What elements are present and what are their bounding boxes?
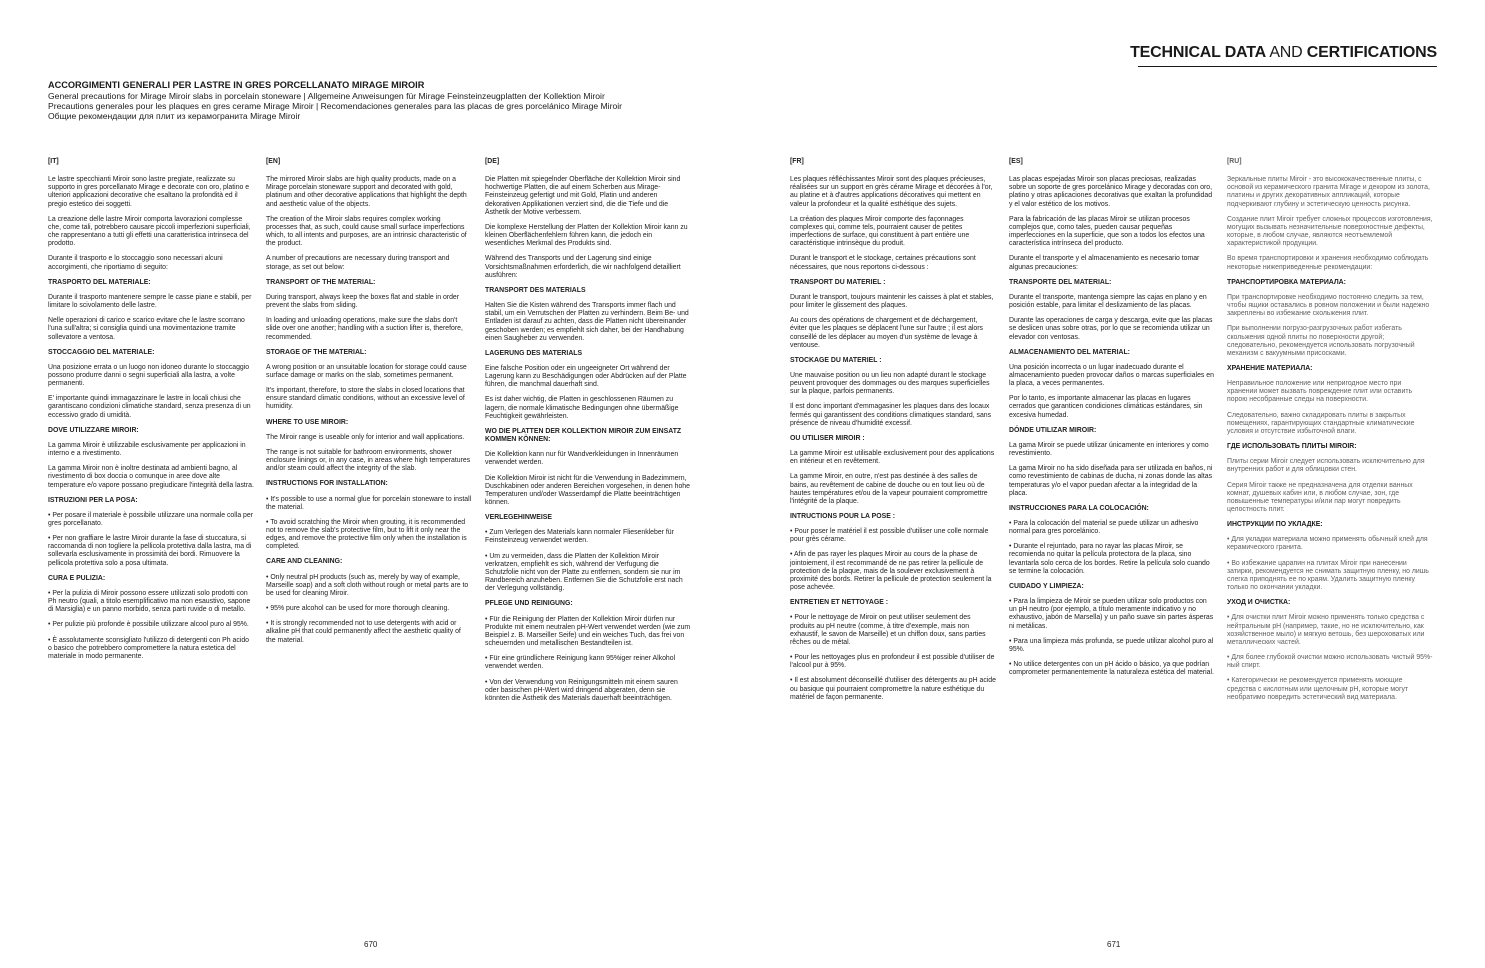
paragraph: Die Kollektion Miroir ist nicht für die Verwendung in Badezimmern, Duschkabinen oder anderen Bereichen vorgesehen, in denen hohe Temperaturen und/oder Wasserdampf die Platte beeinträchtigen können. (485, 474, 690, 506)
section-heading: INTRUCTIONS POUR LA POSE : (790, 513, 896, 520)
paragraph: In loading and unloading operations, make sure the slabs don't slide over one another; handling with a suction lifter is, therefore, recommended. (266, 317, 463, 341)
paragraph: Создание плит Miroir требует сложных процессов изготовления, могущих вызывать незначительные поверхностные дефекты, которые, в любом случае, являются неотъемлемой характеристикой продукции. (1227, 215, 1433, 248)
paragraph: При транспортировке необходимо постоянно следить за тем, чтобы ящики оставались в ровном положении и были надежно закреплены во избежание скольжения плит. (1227, 293, 1430, 318)
column-it (48, 158, 254, 668)
section-heading: TRANSPORT DES MATERIALS (485, 286, 586, 294)
paragraph: • Per posare il materiale è possibile utilizzare una normale colla per gres porcellanato. (48, 511, 254, 527)
section-heading: ALMACENAMIENTO DEL MATERIAL: (1009, 348, 1130, 356)
paragraph: • No utilice detergentes con un pH ácido o básico, ya que podrían comprometer permanentemente la naturaleza estética del material. (1009, 661, 1214, 677)
header-main: ACCORGIMENTI GENERALI PER LASTRE IN GRES PORCELLANATO MIRAGE MIROIR (48, 80, 425, 90)
paragraph: • Für eine gründlichere Reinigung kann 95%iger reiner Alkohol verwendet werden. (485, 655, 676, 671)
column-en (266, 158, 472, 652)
header-sub-1: General precautions for Mirage Miroir slabs in porcelain stoneware | Allgemeine Anweisungen für Mirage Feinsteinzeugplatten der Kollektion Miroir (48, 91, 605, 101)
paragraph: • Pour le nettoyage de Miroir on peut utiliser seulement des produits au pH neutre (comme, à titre d'exemple, mais non exhaustif, le savon de Marseille) et un chiffon doux, sans parties rêches ou de métal. (790, 614, 986, 646)
column-fr (790, 158, 996, 709)
section-heading: STOCCAGGIO DEL MATERIALE: (48, 348, 155, 356)
paragraph: Les plaques réfléchissantes Miroir sont des plaques précieuses, réalisées sur un support en grès cérame Mirage et décorées à l'or, au platine et à d'autres applications décoratives qui mettent en valeur la profondeur et la qualité esthétique des sujets. (790, 176, 993, 208)
paragraph: • Um zu vermeiden, dass die Platten der Kollektion Miroir verkratzen, empfiehlt es sich, während der Verfugung die Schutzfolie nicht von der Platte zu entfernen, sondern sie nur im Randbereich anzuheben. Entfernen Sie die Schutzfolie erst nach der Verlegung vollständig. (485, 552, 683, 593)
section-heading: WO DIE PLATTEN DER KOLLEKTION MIROIR ZUM EINSATZ KOMMEN KÖNNEN: (485, 427, 682, 444)
paragraph: A number of precautions are necessary during transport and storage, as set out below: (266, 255, 450, 271)
paragraph: • To avoid scratching the Miroir when grouting, it is recommended not to remove the slab's protective film, but to lift it only near the edges, and remove the protective film only when the installation is completed. (266, 518, 467, 551)
paragraph: Во время транспортировки и хранения необходимо соблюдать некоторые нижеприведенные рекомендации: (1227, 255, 1429, 271)
paragraph: Nelle operazioni di carico e scarico evitare che le lastre scorrano l'una sull'altra; si consiglia quindi una movimentazione tramite sollevatore a ventosa. (48, 317, 245, 341)
header-sub-2: Precautions generales pour les plaques en gres cerame Mirage Miroir | Recomendaciones generales para las placas de gres porcelánico Mirage Miroir (48, 101, 623, 112)
paragraph: Durante il trasporto e lo stoccaggio sono necessari alcuni accorgimenti, che riportiamo di seguito: (48, 255, 223, 271)
header-sub-3: Общие рекомендации для плит из керамогранита Mirage Miroir (48, 111, 301, 122)
paragraph: La gamma Miroir non è inoltre destinata ad ambienti bagno, al rivestimento di box doccia o comunque in aree dove alte temperature e/o vapore possano pregiudicare l'integrità della lastra. (48, 465, 254, 489)
paragraph: Durante il trasporto mantenere sempre le casse piane e stabili, per limitare lo scivolamento delle lastre. (48, 293, 252, 310)
section-heading: ХРАНЕНИЕ МАТЕРИАЛА: (1227, 364, 1313, 372)
paragraph: • 95% pure alcohol can be used for more thorough cleaning. (266, 605, 450, 613)
paragraph: • Para la limpieza de Miroir se pueden utilizar solo productos con un pH neutro (por ejemplo, a título meramente indicativo y no exhaustivo, jabón de Marsella) y un paño suave sin partes ásperas ni metálicas. (1009, 598, 1214, 630)
paragraph: Durante el transporte y el almacenamiento es necesario tomar algunas precauciones: (1009, 255, 1200, 271)
paragraph: • Pour les nettoyages plus en profondeur il est possible d'utiliser de l'alcool pur à 95%. (790, 654, 995, 670)
section-heading: TRANSPORT DU MATERIEL : (790, 278, 886, 286)
section-heading: TRASPORTO DEL MATERIALE: (48, 278, 151, 286)
paragraph: Eine falsche Position oder ein ungeeigneter Ort während der Lagerung kann zu Beschädigungen oder Abdrücken auf der Platte führen, die manchmal dauerhaft sind. (485, 364, 687, 389)
column-es (1009, 158, 1215, 684)
paragraph: A wrong position or an unsuitable location for storage could cause surface damage or marks on the slab, sometimes permanent. (266, 363, 467, 379)
paragraph: The mirrored Miroir slabs are high quality products, made on a Mirage porcelain stoneware support and decorated with gold, platinum and other decorative applications that highlight the depth and aesthetic value of the objects. (266, 176, 467, 208)
spread-title-part3: CERTIFICATIONS (1306, 44, 1437, 61)
paragraph: Durante el transporte, mantenga siempre las cajas en plano y en posición estable, para limitar el deslizamiento de las placas. (1009, 293, 1207, 310)
paragraph: Серия Miroir также не предназначена для отделки ванных комнат, душевых кабин или, в любом случае, зон, где повышенные температуры и/или пар могут повредить целостность плит. (1227, 481, 1413, 513)
spread-title-part2: AND (1269, 44, 1303, 61)
language-code: [IT] (48, 158, 59, 165)
paragraph: • Zum Verlegen des Materials kann normaler Fliesenkleber für Feinsteinzeug verwendet werden. (485, 529, 674, 545)
paragraph: The Miroir range is useable only for interior and wall applications. (266, 433, 465, 441)
paragraph: Las placas espejadas Miroir son placas preciosas, realizadas sobre un soporte de gres porcelánico Mirage y decoradas con oro, platino y otras aplicaciones decorativas que exaltan la profundidad y el valor estético de los motivos. (1009, 176, 1213, 208)
paragraph: Die Kollektion kann nur für Wandverkleidungen in Innenräumen verwendet werden. (485, 451, 679, 467)
paragraph: The range is not suitable for bathroom environments, shower enclosure linings or, in any case, in areas where high temperatures and/or steam could affect the integrity of the slab. (266, 448, 471, 473)
paragraph: • Per la pulizia di Miroir possono essere utilizzati solo prodotti con Ph neutro (quali, a titolo esemplificativo ma non esaustivo, sapone di Marsiglia) e un panno morbido, senza parti ruvide o di metallo. (48, 589, 251, 614)
section-heading: VERLEGEHINWEISE (485, 514, 553, 522)
language-code: [FR] (790, 158, 804, 165)
section-heading: TRANSPORTE DEL MATERIAL: (1009, 278, 1112, 286)
paragraph: La gama Miroir no ha sido diseñada para ser utilizada en baños, ni como revestimiento de cabinas de ducha, ni zonas donde las altas temperaturas y/o el vapor puedan afectar a la integridad de la placa. (1009, 465, 1213, 497)
language-code: [DE] (485, 158, 500, 165)
section-heading: ГДЕ ИСПОЛЬЗОВАТЬ ПЛИТЫ MIROIR: (1227, 443, 1357, 451)
spread-title-part1: TECHNICAL DATA (1130, 44, 1266, 61)
paragraph: Por lo tanto, es importante almacenar las placas en lugares cerrados que garanticen condiciones climáticas estándares, sin excesiva humedad. (1009, 395, 1203, 419)
paragraph: • Only neutral pH products (such as, merely by way of example, Marseille soap) and a soft cloth without rough or metal parts are to be used for cleaning Miroir. (266, 573, 469, 597)
language-code: [ES] (1009, 158, 1023, 165)
paragraph: • Категорически не рекомендуется применять моющие средства с кислотным или щелочным pH, которые могут необратимо повредить эстетический вид материала. (1227, 677, 1409, 701)
paragraph: La gamme Miroir est utilisable exclusivement pour des applications en intérieur et en revêtement. (790, 450, 995, 466)
column-ru (1227, 158, 1433, 709)
section-heading: ISTRUZIONI PER LA POSA: (48, 496, 138, 504)
page-number-left: 670 (364, 940, 378, 949)
paragraph: Зеркальные плиты Miroir - это высококачественные плиты, с основой из керамического гранита Mirage и декором из золота, платины и других декоративных аппликаций, которые подчеркивают глубину и эстетическую ценность рисунка. (1227, 176, 1430, 208)
paragraph: Die komplexe Herstellung der Platten der Kollektion Miroir kann zu kleinen Oberflächenfehlern führen kann, die jedoch ein wesentliches Merkmal des Produkts sind. (485, 223, 688, 248)
paragraph: Während des Transports und der Lagerung sind einige Vorsichtsmaßnahmen erforderlich, die wir nachfolgend detailliert ausführen: (485, 255, 681, 279)
title-rule (1138, 66, 1437, 67)
paragraph: • Für die Reinigung der Platten der Kollektion Miroir dürfen nur Produkte mit einem neutralen pH-Wert verwendet werden (wie zum Beispiel z. B. Marseiller Seife) und ein weiches Tuch, das frei von scheuernden und metallischen Bestandteilen ist. (485, 615, 691, 648)
paragraph: Una posizione errata o un luogo non idoneo durante lo stoccaggio possono produrre danni o segni superficiali alla lastra, a volte permanenti. (48, 363, 250, 388)
paragraph: • Pour poser le matériel il est possible d'utiliser une colle normale pour grès cérame. (790, 528, 989, 544)
paragraph: • Per non graffiare le lastre Miroir durante la fase di stuccatura, si raccomanda di non togliere la pellicola protettiva dalla lastra, ma di sollevarla esclusivamente in prossimità dei bordi. Rimuovere la pellicola protettiva solo a posa ultimata. (48, 535, 252, 567)
paragraph: Durante las operaciones de carga y descarga, evite que las placas se deslicen unas sobre otras, por lo que se recomienda utilizar un elevador con ventosas. (1009, 317, 1213, 341)
paragraph: Para la fabricación de las placas Miroir se utilizan procesos complejos que, como tales, pueden causar pequeñas imperfecciones en la superficie, que son a todos los efectos una característica intrínseca del producto. (1009, 215, 1205, 248)
section-heading: TRANSPORT OF THE MATERIAL: (266, 278, 376, 286)
paragraph: The creation of the Miroir slabs requires complex working processes that, as such, could cause small surface imperfections which, to all intents and purposes, are an intrinsic characteristic of the product. (266, 215, 467, 248)
paragraph: Une mauvaise position ou un lieu non adapté durant le stockage peuvent provoquer des dommages ou des marques superficielles sur la plaque, parfois permanents. (790, 371, 990, 396)
section-heading: STOCKAGE DU MATERIEL : (790, 356, 882, 364)
paragraph: • Для укладки материала можно применять обычный клей для керамического гранита. (1227, 536, 1428, 552)
paragraph: Следовательно, важно складировать плиты в закрытых помещениях, гарантирующих стандартные климатические условия и отсутствие избыточной влаги. (1227, 411, 1415, 435)
section-heading: ENTRETIEN ET NETTOYAGE : (790, 599, 889, 607)
paragraph: Durant le transport, toujours maintenir les caisses à plat et stables, pour limiter le glissement des plaques. (790, 293, 994, 310)
language-code: [RU] (1227, 158, 1242, 165)
paragraph: Le lastre specchianti Miroir sono lastre pregiate, realizzate su supporto in gres porcellanato Mirage e decorate con oro, platino e ulteriori applicazioni decorative che esaltano la profondità ed il pregio estetico dei soggetti. (48, 176, 250, 208)
section-heading: PFLEGE UND REINIGUNG: (485, 600, 573, 608)
section-heading: ИНСТРУКЦИИ ПО УКЛАДКЕ: (1227, 521, 1323, 529)
paragraph: Неправильное положение или непригодное место при хранении может вызвать повреждение плит или оставить порою несобранные следы на поверхности. (1227, 380, 1413, 404)
paragraph: La création des plaques Miroir comporte des façonnages complexes qui, comme tels, pourraient causer de petites imperfections de surface, qui constituent à part entière une caractéristique intrinsèque du produit. (790, 215, 970, 248)
section-header (48, 80, 688, 122)
paragraph: • Для более глубокой очистки можно использовать чистый 95%-ный спирт. (1227, 654, 1433, 670)
paragraph: • It is strongly recommended not to use detergents with acid or alkaline pH that could permanently affect the aesthetic quality of the material. (266, 620, 461, 644)
paragraph: Es ist daher wichtig, die Platten in geschlossenen Räumen zu lagern, die normale klimatische Bedingungen ohne übermäßige Feuchtigkeit gewährleisten. (485, 396, 679, 420)
spread-title (1130, 44, 1437, 62)
paragraph: During transport, always keep the boxes flat and stable in order prevent the slabs from sliding. (266, 293, 460, 310)
section-heading: WHERE TO USE MIROIR: (266, 418, 349, 426)
page-number-right: 671 (1107, 940, 1121, 949)
paragraph: Die Platten mit spiegelnder Oberfläche der Kollektion Miroir sind hochwertige Platten, die auf einem Scherben aus Mirage-Feinsteinzeug gefertigt und mit Gold, Platin und anderen dekorativen Applikationen verziert sind, die die Tiefe und die Ästhetik der Motive verbessern. (485, 176, 681, 216)
paragraph: Durant le transport et le stockage, certaines précautions sont nécessaires, que nous reportons ci-dessous : (790, 255, 976, 271)
paragraph: It's important, therefore, to store the slabs in closed locations that ensure standard climatic conditions, without an excessive level of humidity. (266, 387, 465, 411)
section-heading: INSTRUCCIONES PARA LA COLOCACIÓN: (1009, 504, 1149, 512)
paragraph: Au cours des opérations de chargement et de déchargement, éviter que les plaques se déplacent l'une sur l'autre ; il est alors conseillé de les déplacer au moyen d'un système de levage à ventouse. (790, 317, 983, 349)
section-heading: LAGERUNG DES MATERIALS (485, 349, 583, 357)
paragraph: Il est donc important d'emmagasiner les plaques dans des locaux fermés qui garantissent des conditions climatiques standard, sans présence de niveau d'humidité excessif. (790, 403, 992, 427)
paragraph: • Для очистки плит Miroir можно применять только средства с нейтральным pH (например, такие, но не исключительно, как хозяйственное мыло) и мягкую ветошь, без шероховатых или металлических частей. (1227, 614, 1425, 646)
language-code: [EN] (266, 158, 281, 165)
paragraph: • Para una limpieza más profunda, se puede utilizar alcohol puro al 95%. (1009, 637, 1214, 653)
section-heading: CURA E PULIZIA: (48, 574, 106, 582)
paragraph: La gamme Miroir, en outre, n'est pas destinée à des salles de bains, au revêtement de cabine de douche ou en tout lieu où de hautes températures et/ou de la vapeur pourraient compromettre l'intégrité de la plaque. (790, 473, 988, 505)
column-de (485, 158, 691, 710)
section-heading: OU UTILISER MIROIR : (790, 434, 865, 442)
paragraph: • Per pulizie più profonde è possibile utilizzare alcool puro al 95%. (48, 621, 249, 629)
paragraph: Halten Sie die Kisten während des Transports immer flach und stabil, um ein Verrutschen der Platten zu verhindern. Beim Be- und Entladen ist darauf zu achten, dass die Platten nicht übereinander geschoben werden; es empfiehlt sich daher, bei der Handhabung einen Saugheber zu verwenden. (485, 302, 689, 342)
paragraph: Una posición incorrecta o un lugar inadecuado durante el almacenamiento pueden provocar daños o marcas superficiales en la placa, a veces permanentes. (1009, 363, 1214, 388)
section-heading: ТРАНСПОРТИРОВКА МАТЕРИАЛА: (1227, 278, 1346, 286)
paragraph: • È assolutamente sconsigliato l'utilizzo di detergenti con Ph acido o basico che potrebbero compromettere la natura estetica del materiale in modo permanente. (48, 636, 249, 660)
section-heading: DÓNDE UTILIZAR MIROIR: (1009, 426, 1097, 434)
section-heading: INSTRUCTIONS FOR INSTALLATION: (266, 480, 388, 488)
paragraph: • Von der Verwendung von Reinigungsmitteln mit einem sauren oder basischen pH-Wert wird dringend abgeraten, denn sie könnten die Ästhetik des Materials dauerhaft beeinträchtigen. (485, 678, 678, 702)
paragraph: • It's possible to use a normal glue for porcelain stoneware to install the material. (266, 495, 472, 511)
paragraph: La gamma Miroir è utilizzabile esclusivamente per applicazioni in interno e a rivestimento. (48, 441, 246, 458)
paragraph: La gama Miroir se puede utilizar únicamente en interiores y como revestimiento. (1009, 441, 1209, 458)
section-heading: CUIDADO Y LIMPIEZA: (1009, 582, 1084, 590)
paragraph: Плиты серии Miroir следует использовать исключительно для внутренних работ и для облицовки стен. (1227, 458, 1425, 474)
paragraph: • Afin de pas rayer les plaques Miroir au cours de la phase de jointoiement, il est recommandé de ne pas retirer la pellicule de protection de la plaque, mais de la soulever exclusivement à proximité des bords. Retirer la pellicule de protection seulement la pose achevée. (790, 551, 992, 592)
section-heading: УХОД И ОЧИСТКА: (1227, 599, 1291, 607)
paragraph: • Во избежание царапин на плитах Miroir при нанесении затирки, рекомендуется не снимать защитную пленку, но лишь слегка приподнять ее по краям. Удалить защитную пленку только по окончании укладки. (1227, 559, 1429, 592)
paragraph: • Durante el rejuntado, para no rayar las placas Miroir, se recomienda no quitar la película protectora de la placa, sino levantarla solo cerca de los bordes. Retire la película solo cuando se termine la colocación. (1009, 543, 1210, 575)
section-heading: DOVE UTILIZZARE MIROIR: (48, 426, 139, 434)
paragraph: • Il est absolument déconseillé d'utiliser des détergents au pH acide ou basique qui pourraient compromettre la nature esthétique du matériel de façon permanente. (790, 677, 996, 701)
paragraph: • Para la colocación del material se puede utilizar un adhesivo normal para gres porcelánico. (1009, 520, 1199, 536)
paragraph: E' importante quindi immagazzinare le lastre in locali chiusi che garantiscano condizioni climatiche standard, senza presenza di un eccessivo grado di umidità. (48, 395, 251, 419)
section-heading: CARE AND CLEANING: (266, 558, 343, 566)
paragraph: La creazione delle lastre Miroir comporta lavorazioni complesse che, come tali, potrebbero causare piccoli imperfezioni superficiali, che rappresentano a tutti gli effetti una caratteristica intrinseca del prodotto. (48, 215, 251, 248)
section-heading: STORAGE OF THE MATERIAL: (266, 348, 367, 356)
paragraph: При выполнении погрузо-разгрузочных работ избегать скольжения одной плиты по поверхности другой; следовательно, рекомендуется использовать погрузочный механизм с вакуумными присосками. (1227, 325, 1415, 357)
